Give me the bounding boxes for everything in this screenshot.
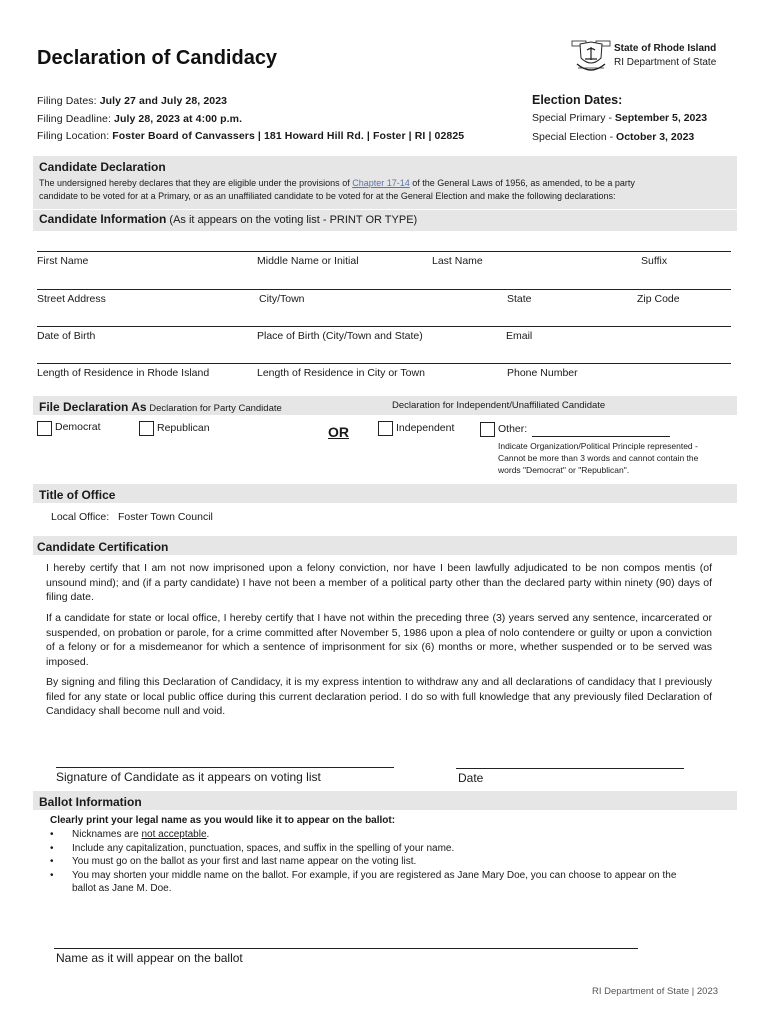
ballot-rule-1-after: . [206, 829, 210, 840]
candidate-declaration-section [33, 156, 737, 209]
special-primary [532, 112, 707, 124]
file-declaration-section [33, 396, 737, 415]
filing-deadline-value: July 28, 2023 at 4:00 p.m. [114, 113, 243, 125]
local-office-label: Local Office: [51, 511, 110, 523]
certification-paragraph-3: By signing and filing this Declaration of Candidacy, it is my express intention to withdraw any and all declarations of candidacy that I previously filed for any state or local public office during this current declaration period. I do so with full knowledge that any previously filed Declaration of Candidacy shall become null and void. [46, 676, 712, 717]
independent-label: Independent [396, 422, 455, 434]
date-line[interactable] [456, 768, 684, 769]
ballot-information-section [33, 791, 737, 810]
first-name-label: First Name [37, 255, 89, 267]
filing-dates-value: July 27 and July 28, 2023 [99, 95, 228, 107]
candidate-declaration-title: Candidate Declaration [39, 160, 166, 174]
last-name-label: Last Name [432, 255, 483, 267]
ballot-rule-3: You must go on the ballot as your first and last name appear on the voting list. [72, 856, 417, 867]
residence-city-label: Length of Residence in City or Town [257, 367, 425, 379]
special-election-label: Special Election - [532, 131, 617, 143]
ballot-rule-capitalization [50, 842, 700, 856]
filing-location-value: Foster Board of Canvassers | 181 Howard Hill Rd. | Foster | RI | 02825 [112, 130, 465, 142]
middle-name-label: Middle Name or Initial [257, 255, 359, 267]
other-note-line1: Indicate Organization/Political Principle represented - [498, 441, 698, 451]
candidate-info-title: Candidate Information [39, 212, 167, 226]
page-title: Declaration of Candidacy [37, 47, 278, 69]
residence-line[interactable] [37, 363, 731, 364]
bullet-glyph: • [50, 842, 54, 854]
declaration-text-line2: candidate to be voted for at a Primary, or as an unaffiliated candidate to be voted for at the General Election and make the following declarations: [39, 191, 616, 201]
ballot-rule-nicknames [50, 828, 700, 842]
ballot-rule-middle-name [50, 869, 700, 896]
state-label: State [507, 293, 532, 305]
ballot-rule-4: You may shorten your middle name on the ballot. For example, if you are registered as Jane Mary Doe, you can choose to appear on the ballot as Jane M. Doe. [72, 869, 677, 894]
filing-deadline-label: Filing Deadline: [37, 113, 114, 125]
ballot-instruction: Clearly print your legal name as you would like it to appear on the ballot: [50, 815, 396, 826]
ballot-rules-list [50, 828, 700, 896]
ballot-rule-1-underlined: not acceptable [141, 829, 207, 840]
ballot-rule-1-before: Nicknames are [72, 829, 142, 840]
bullet-glyph: • [50, 869, 54, 881]
declaration-text [39, 177, 731, 203]
state-seal-icon [570, 38, 612, 78]
other-input[interactable] [532, 436, 670, 437]
file-declaration-title: File Declaration As [39, 400, 147, 414]
date-label: Date [458, 771, 484, 785]
declaration-text-after: of the General Laws of 1956, as amended, to be a party [409, 178, 635, 188]
republican-checkbox[interactable] [139, 421, 154, 436]
signature-label: Signature of Candidate as it appears on voting list [56, 770, 321, 784]
other-note [498, 440, 698, 476]
election-dates-title: Election Dates: [532, 93, 623, 107]
title-of-office-title: Title of Office [39, 488, 116, 502]
date-of-birth-label: Date of Birth [37, 330, 96, 342]
department-name: RI Department of State [614, 57, 717, 68]
other-note-line2: Cannot be more than 3 words and cannot contain the [498, 453, 699, 463]
party-candidate-label: Declaration for Party Candidate [146, 403, 282, 414]
special-election-value: October 3, 2023 [616, 131, 695, 143]
independent-candidate-label: Declaration for Independent/Unaffiliated Candidate [392, 400, 606, 411]
ballot-name-line[interactable] [54, 948, 638, 949]
ballot-rule-2: Include any capitalization, punctuation, spaces, and suffix in the spelling of your name. [72, 842, 455, 854]
zip-code-label: Zip Code [637, 293, 680, 305]
independent-checkbox[interactable] [378, 421, 393, 436]
certification-title: Candidate Certification [37, 540, 169, 554]
bullet-glyph: • [50, 856, 54, 867]
filing-location-label: Filing Location: [37, 130, 113, 142]
other-checkbox[interactable] [480, 422, 495, 437]
other-note-line3: words "Democrat" or "Republican". [498, 465, 630, 475]
local-office-value: Foster Town Council [117, 511, 213, 523]
filing-dates [37, 95, 227, 107]
chapter-link[interactable]: Chapter 17-14 [352, 178, 410, 188]
place-of-birth-label: Place of Birth (City/Town and State) [257, 330, 423, 342]
city-town-label: City/Town [259, 293, 305, 305]
suffix-label: Suffix [641, 255, 668, 267]
candidate-info-subtitle: (As it appears on the voting list - PRINT OR TYPE) [166, 214, 418, 226]
footer-text: RI Department of State | 2023 [592, 986, 719, 997]
birth-line[interactable] [37, 326, 731, 327]
ballot-rule-first-last [50, 855, 700, 869]
ballot-information-title: Ballot Information [39, 795, 142, 809]
special-primary-value: September 5, 2023 [614, 112, 708, 124]
filing-dates-label: Filing Dates: [37, 95, 100, 107]
title-of-office-section [33, 484, 737, 503]
signature-line[interactable] [56, 767, 394, 768]
filing-deadline [37, 113, 242, 125]
address-line[interactable] [37, 289, 731, 290]
residence-ri-label: Length of Residence in Rhode Island [37, 367, 210, 379]
ballot-name-label: Name as it will appear on the ballot [56, 951, 243, 965]
email-label: Email [506, 330, 533, 342]
candidate-info-section [33, 210, 737, 231]
name-line[interactable] [37, 251, 731, 252]
local-office [51, 511, 213, 523]
certification-paragraph-2: If a candidate for state or local office, I hereby certify that I have not within the preceding three (3) years served any sentence, incarcerated or suspended, on probation or parole, for a crime committed after November 5, 1986 upon a plea of nolo contendere or guilty or upon a conviction of a felony or for a misdemeanor for which a sentence of imprisonment for six (6) months or more, whether suspended or to be served was imposed. [46, 612, 712, 668]
state-name: State of Rhode Island [614, 43, 717, 54]
declaration-text-before: The undersigned hereby declares that they are eligible under the provisions of [39, 178, 353, 188]
street-address-label: Street Address [37, 293, 106, 305]
phone-number-label: Phone Number [507, 367, 578, 379]
certification-paragraph-1: I hereby certify that I am not now imprisoned upon a felony conviction, nor have I been lawfully adjudicated to be non compos mentis (of unsound mind); and (if a party candidate) I have not been a member of a political party other than the declared party within ninety (90) days of filing date. [46, 562, 712, 603]
or-separator: OR [328, 424, 349, 440]
certification-section [33, 536, 737, 555]
special-election [532, 131, 694, 143]
other-label: Other: [498, 423, 528, 435]
filing-location [37, 130, 464, 142]
bullet-glyph: • [50, 829, 54, 840]
republican-label: Republican [157, 422, 210, 434]
democrat-label: Democrat [55, 421, 101, 433]
democrat-checkbox[interactable] [37, 421, 52, 436]
special-primary-label: Special Primary - [532, 112, 615, 124]
